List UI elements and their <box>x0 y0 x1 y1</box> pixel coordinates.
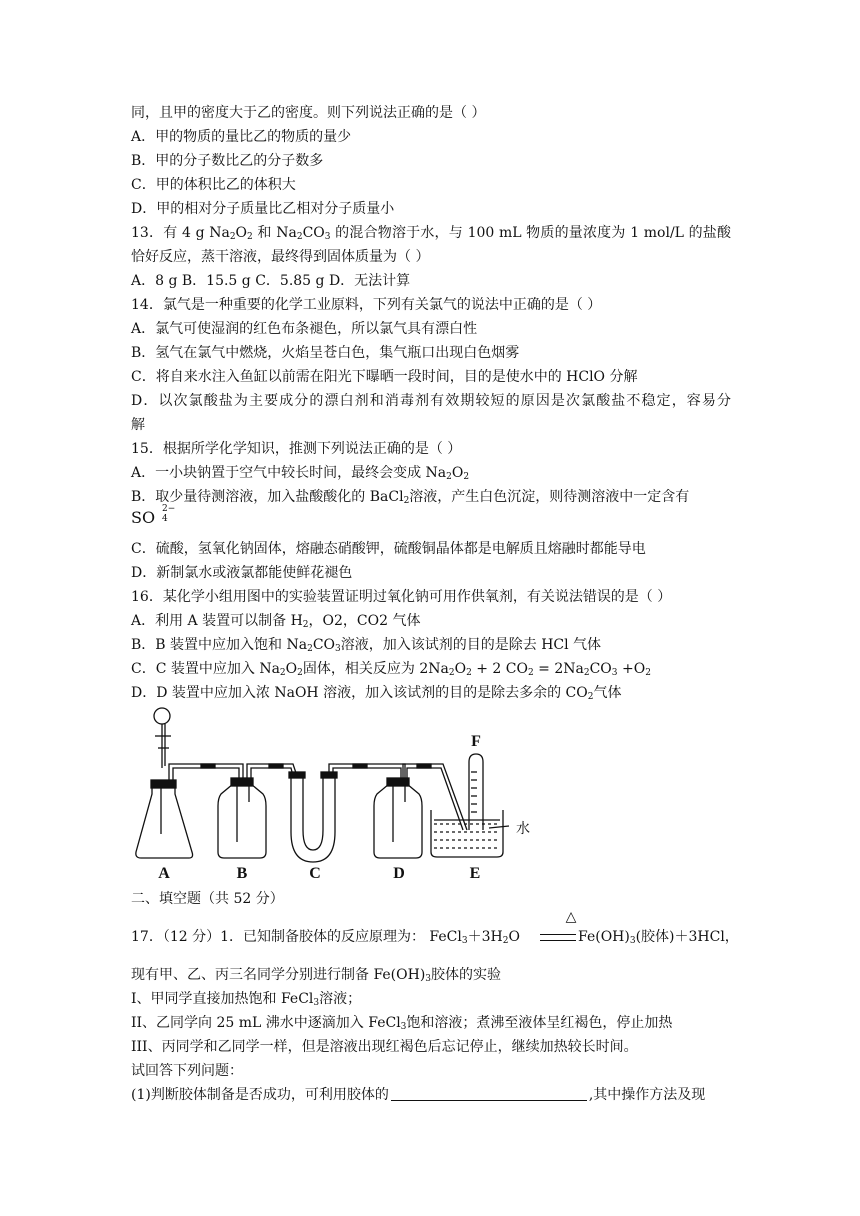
question-13-stem-cont: 恰好反应，蒸干溶液，最终得到固体质量为（ ） <box>131 249 430 265</box>
question-16-option-a: A．利用 A 装置可以制备 $H_2$，O2，CO2 气体 <box>131 613 421 630</box>
option-a: A．甲的物质的量比乙的物质的量少 <box>131 129 352 145</box>
question-15-option-b: B．取少量待测溶液，加入盐酸酸化的 BaCl$_2$溶液，产生白色沉淀，则待测溶液中一定含有 <box>131 489 690 506</box>
question-15-option-d: D．新制氯水或液氯都能使鲜花褪色 <box>131 565 353 581</box>
question-17-sub-1: (1)判断胶体制备是否成功，可利用胶体的 ,其中操作方法及现 <box>131 1087 706 1103</box>
answer-blank[interactable] <box>391 1086 587 1101</box>
question-15-stem: 15．根据所学化学知识，推测下列说法正确的是（ ） <box>131 441 462 457</box>
question-17-intro: 现有甲、乙、丙三名同学分别进行制备 $Fe(OH)_3$胶体的实验 <box>131 967 502 984</box>
gas-collection-tube-f <box>469 754 483 830</box>
label-water: 水 <box>516 821 530 837</box>
question-16-option-c: C．C 装置中应加入 $Na_2O_2$固体，相关反应为 $2Na_2O_2 + 2$ $CO_2 = 2Na_2CO_3 +O_2$ <box>131 661 651 678</box>
text-line: 同，且甲的密度大于乙的密度。则下列说法正确的是（ ） <box>131 105 486 121</box>
question-13-stem: 13．有 4 g $Na_2O_2$ 和 $Na_2CO_3$ 的混合物溶于水，与 100 mL 物质的量浓度为 1 mol/L 的盐酸 <box>131 225 731 242</box>
question-15-option-a: A．一小块钠置于空气中较长时间，最终会变成 $Na_2O_2$ <box>131 465 470 482</box>
question-14-option-d-cont: 解 <box>131 417 145 433</box>
u-tube-c <box>291 776 335 862</box>
wash-bottle-b <box>218 784 266 858</box>
question-16-option-d: D．D 装置中应加入浓 NaOH 溶液，加入该试剂的目的是除去多余的 $CO_2$气体 <box>131 685 622 702</box>
label-b: B <box>236 865 248 882</box>
question-13-options: A．8 g B．15.5 g C．5.85 g D．无法计算 <box>131 273 411 289</box>
stopper-d <box>387 778 409 786</box>
question-14-option-a: A．氯气可使湿润的红色布条褪色，所以氯气具有漂白性 <box>131 321 478 337</box>
question-15-option-c: C．硫酸，氢氧化钠固体，熔融态硝酸钾，硫酸铜晶体都是电解质且熔融时都能导电 <box>131 541 646 557</box>
label-a: A <box>158 865 170 882</box>
question-14-stem: 14．氯气是一种重要的化学工业原料，下列有关氯气的说法中正确的是（ ） <box>131 297 602 313</box>
conical-flask-a <box>136 786 193 858</box>
question-17-product: $Fe(OH)_3$(胶体)＋3HCl， <box>578 929 739 946</box>
question-17-item-ii: II、乙同学向 25 mL 沸水中逐滴加入 FeCl$_3$饱和溶液；煮沸至液体呈红褐色，停止加热 <box>131 1015 673 1032</box>
option-b: B．甲的分子数比乙的分子数多 <box>131 153 324 169</box>
section-heading: 二、填空题（共 52 分） <box>131 891 284 907</box>
water-trough-e <box>431 810 503 857</box>
question-17-item-i: I、甲同学直接加热饱和 FeCl$_3$溶液； <box>131 991 362 1008</box>
wash-bottle-d <box>374 784 422 858</box>
question-14-option-c: C．将自来水注入鱼缸以前需在阳光下曝晒一段时间，目的是使水中的 HClO 分解 <box>131 369 638 385</box>
stopper-a <box>151 780 176 788</box>
stopper-b <box>231 778 253 786</box>
question-17-item-iii: III、丙同学和乙同学一样，但是溶液出现红褐色后忘记停止，继续加热较长时间。 <box>131 1039 638 1055</box>
sulfate-ion-formula: SO 2− 4 <box>131 504 176 527</box>
question-14-option-b: B．氢气在氯气中燃烧，火焰呈苍白色，集气瓶口出现白色烟雾 <box>131 345 520 361</box>
funnel-bulb <box>154 708 170 724</box>
heat-symbol: △ <box>565 909 577 925</box>
question-16-stem: 16．某化学小组用图中的实验装置证明过氧化钠可用作供氧剂，有关说法错误的是（ ） <box>131 589 672 605</box>
label-f: F <box>471 733 481 750</box>
reaction-arrow <box>540 934 576 941</box>
option-c: C．甲的体积比乙的体积大 <box>131 177 296 193</box>
label-e: E <box>469 865 481 882</box>
option-d: D．甲的相对分子质量比乙相对分子质量小 <box>131 201 395 217</box>
question-17-stem: 17．（12 分）1．已知制备胶体的反应原理为： $FeCl_3+3H_2O$ <box>131 929 520 946</box>
label-d: D <box>393 865 405 882</box>
label-c: C <box>309 865 321 882</box>
experiment-apparatus-diagram <box>131 702 531 884</box>
question-14-option-d: D．以次氯酸盐为主要成分的漂白剂和消毒剂有效期较短的原因是次氯酸盐不稳定，容易分 <box>131 393 731 409</box>
question-17-prompt: 试回答下列问题： <box>131 1063 243 1079</box>
question-16-option-b: B．B 装置中应加入饱和 $Na_2CO_3$溶液，加入该试剂的目的是除去 HCl 气体 <box>131 637 602 654</box>
